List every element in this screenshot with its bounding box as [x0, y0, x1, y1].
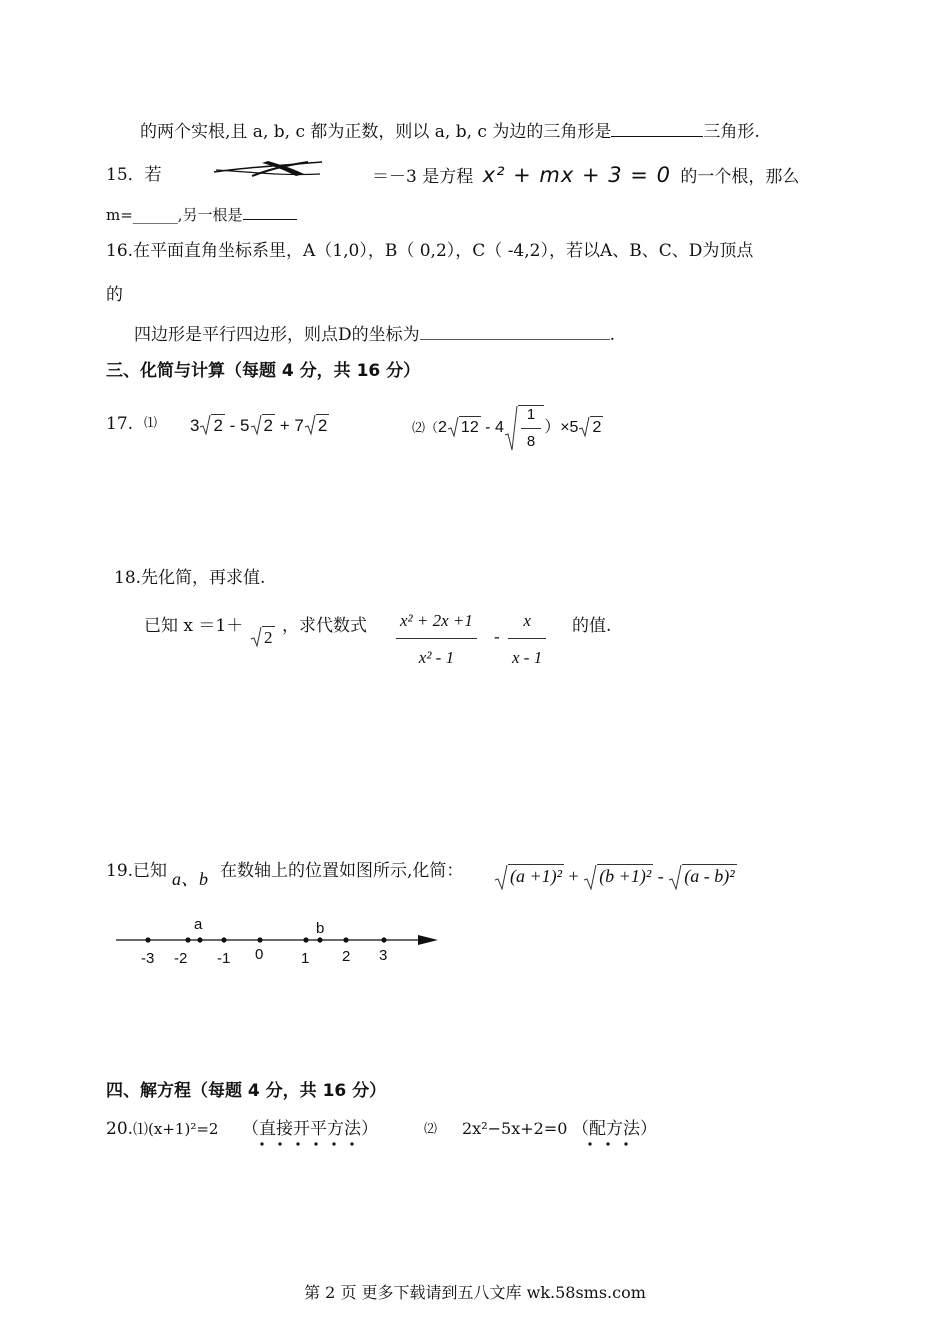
q18-line1: 18.先化简，再求值.: [114, 568, 266, 588]
q16-line2: 的: [106, 285, 123, 305]
q19-expression: [494, 864, 737, 887]
q16-line1: 16.在平面直角坐标系里，A（1,0），B（ 0,2），C（ -4,2），若以A、B、C、D为顶点: [106, 241, 754, 261]
q18-tail: 的值.: [572, 616, 612, 636]
axis-label-2: 2: [342, 948, 351, 965]
axis-label--1: -1: [217, 950, 231, 967]
q14-blank: [611, 120, 703, 137]
q17-part1-label: ⑴: [144, 416, 158, 431]
q16-line3: [134, 323, 615, 346]
fraction-1-denominator: x² - 1: [418, 648, 455, 667]
number-line-arrow-icon: [418, 935, 438, 945]
fraction-2-numerator: x: [508, 610, 546, 639]
q20-eq2: 2x²−5x+2=0: [462, 1119, 568, 1138]
tick-point-1: [303, 937, 308, 942]
q19-prefix: 19.已知: [106, 861, 168, 881]
q20-number: 20.: [106, 1119, 134, 1139]
sqrt-2-d: 2: [578, 416, 603, 439]
q20-method1: （直接开平方法）: [242, 1119, 378, 1139]
sqrt-expr-c: (a - b)²: [668, 864, 736, 887]
q20-line: [106, 1118, 218, 1140]
q17-coef-7: + 7: [274, 416, 304, 435]
q18-given: 已知 x ＝1＋: [144, 616, 244, 636]
tick-point--3: [145, 937, 150, 942]
section-4-title: 四、解方程（每题 4 分，共 16 分）: [106, 1081, 387, 1101]
label-a: a: [194, 916, 203, 933]
emphasis-dots-1: [256, 1140, 366, 1148]
q15-line2: [106, 203, 297, 226]
sqrt-2-c: 2: [304, 414, 329, 437]
point-a: [197, 937, 202, 942]
q19-plus: +: [568, 866, 579, 886]
q18-sqrt2: [250, 626, 275, 649]
fraction-1-numerator: x² + 2x +1: [396, 610, 477, 639]
tick-point--1: [221, 937, 226, 942]
number-line: [114, 930, 444, 950]
q20-part2-label: ⑵: [424, 1122, 438, 1137]
q18-fraction-1: [396, 610, 477, 669]
q14-continuation: [140, 120, 760, 143]
q17-coef-4: - 4: [480, 419, 504, 436]
q16-line3-text: 四边形是平行四边形，则点D的坐标为: [134, 325, 420, 345]
sqrt-2-e: 2: [250, 626, 275, 649]
q15-tail: 的一个根，那么: [680, 167, 800, 187]
scribble-image: [212, 158, 324, 180]
sqrt-2-a: 2: [199, 414, 224, 437]
q17-coef-3: 3: [190, 416, 200, 435]
q15-eq-text: ＝－3 是方程: [372, 167, 474, 187]
q15-blank: [243, 203, 297, 220]
tick-point-0: [257, 937, 262, 942]
axis-label-0: 0: [255, 946, 264, 963]
page-footer: 第 2 页 更多下载请到五八文库 wk.58sms.com: [304, 1283, 646, 1302]
q15-eq-math: x² + mx + 3 = 0: [482, 163, 671, 187]
label-b: b: [316, 920, 325, 937]
sqrt-expr-b: (b +1)²: [583, 864, 653, 887]
tick-point--2: [185, 937, 190, 942]
point-b: [317, 937, 322, 942]
fraction-numerator: 1: [521, 406, 541, 429]
q17-times-5: ）×5: [544, 419, 579, 436]
axis-label-3: 3: [379, 947, 388, 964]
sqrt-12: 12: [447, 416, 481, 439]
q16-line3-end: .: [609, 325, 616, 345]
fraction-2-denominator: x - 1: [512, 648, 543, 667]
q19-minus: -: [657, 866, 664, 886]
axis-label--3: -3: [141, 950, 155, 967]
q18-fraction-2: [508, 610, 546, 669]
q18-minus: -: [494, 627, 500, 646]
q15-line2-prefix: m=______,另一根是: [106, 206, 243, 224]
q17-coef-2: 2: [438, 419, 447, 436]
q17-coef-5: - 5: [224, 416, 250, 435]
sqrt-fraction: [504, 405, 544, 451]
q18-mid: ，求代数式: [282, 616, 367, 636]
sqrt-expr-a: (a +1)²: [494, 864, 564, 887]
emphasis-dots-2: [584, 1140, 644, 1148]
q14-suffix: 三角形.: [703, 122, 760, 142]
q19-vars: a、b: [172, 869, 208, 889]
q17-expr2: [412, 404, 603, 452]
q20-method2: （配方法）: [572, 1119, 657, 1139]
q20-part1-eq: ⑴(x+1)²=2: [133, 1120, 219, 1138]
q14-text: 的两个实根,且 a, b, c 都为正数，则以 a, b, c 为边的三角形是: [140, 122, 612, 142]
q15-equation: [372, 164, 799, 188]
q19-text: 在数轴上的位置如图所示,化简：: [220, 861, 464, 881]
fraction-denominator: 8: [526, 432, 536, 450]
q16-blank: [420, 323, 610, 340]
q17-part2-label: ⑵（: [412, 420, 439, 435]
tick-point-3: [381, 937, 386, 942]
q17-number: 17.: [106, 414, 134, 434]
axis-label--2: -2: [174, 950, 188, 967]
axis-label-1: 1: [301, 950, 310, 967]
tick-point-2: [343, 937, 348, 942]
section-3-title: 三、化简与计算（每题 4 分，共 16 分）: [106, 361, 421, 381]
q17-expr1: [190, 414, 329, 437]
q15-number: 15．若: [106, 165, 162, 185]
sqrt-2-b: 2: [250, 414, 275, 437]
